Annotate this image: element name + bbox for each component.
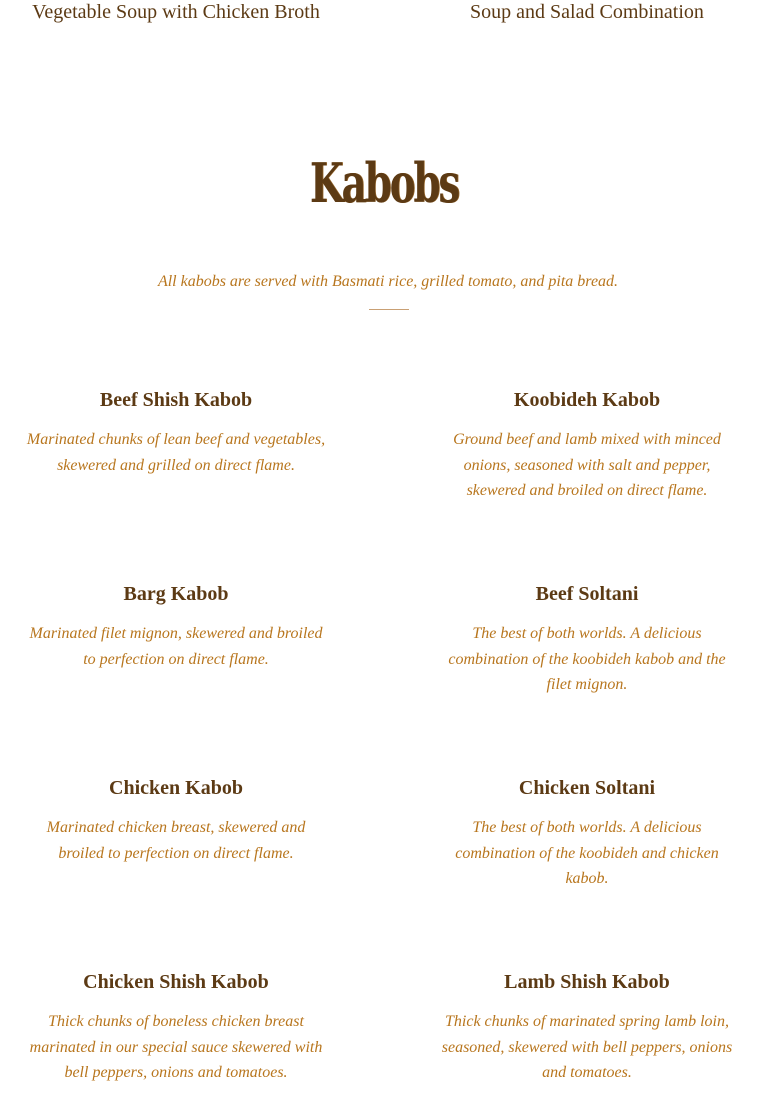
menu-item-description: The best of both worlds. A delicious combination of the koobideh and chicken kabob. — [455, 819, 719, 888]
menu-item — [16, 582, 336, 672]
menu-item-name: Beef Shish Kabob — [99, 389, 253, 411]
menu-item — [16, 388, 336, 478]
menu-item — [427, 582, 747, 698]
menu-item-name: Chicken Shish Kabob — [83, 971, 269, 993]
menu-item-name: Barg Kabob — [123, 583, 229, 605]
menu-item-name: Lamb Shish Kabob — [504, 971, 670, 993]
menu-item-description: Marinated chicken breast, skewered and broiled to perfection on direct flame. — [46, 819, 306, 862]
menu-item-name: Chicken Kabob — [109, 777, 243, 799]
menu-item-name: Chicken Soltani — [518, 777, 656, 799]
menu-item-description: Thick chunks of marinated spring lamb loin, seasoned, skewered with bell peppers, onions and tomatoes. — [441, 1013, 733, 1082]
menu-item-description: Marinated filet mignon, skewered and broiled to perfection on direct flame. — [29, 625, 323, 668]
menu-item-description: Marinated chunks of lean beef and vegetables, skewered and grilled on direct flame. — [26, 431, 326, 474]
menu-item-name: Beef Soltani — [535, 583, 639, 605]
menu-item-name: Soup and Salad Combination — [470, 1, 704, 23]
menu-item — [427, 388, 747, 504]
menu-item — [16, 776, 336, 866]
section-subtitle: All kabobs are served with Basmati rice, grilled tomato, and pita bread. — [157, 273, 619, 290]
menu-item — [16, 970, 336, 1086]
previous-section-items — [0, 0, 765, 30]
menu-item-description: Thick chunks of boneless chicken breast marinated in our special sauce skewered with bell peppers, onions and tomatoes. — [29, 1013, 323, 1082]
menu-item — [427, 970, 747, 1086]
menu-item-description: Ground beef and lamb mixed with minced onions, seasoned with salt and pepper, skewered and broiled on direct flame. — [453, 431, 721, 500]
section-divider — [369, 309, 409, 310]
section-title: Kabobs — [309, 151, 459, 215]
menu-item-name: Koobideh Kabob — [513, 389, 661, 411]
menu-item — [427, 776, 747, 892]
menu-item-description: The best of both worlds. A delicious combination of the koobideh kabob and the filet mignon. — [448, 625, 726, 694]
menu-item-name: Vegetable Soup with Chicken Broth — [32, 1, 320, 23]
